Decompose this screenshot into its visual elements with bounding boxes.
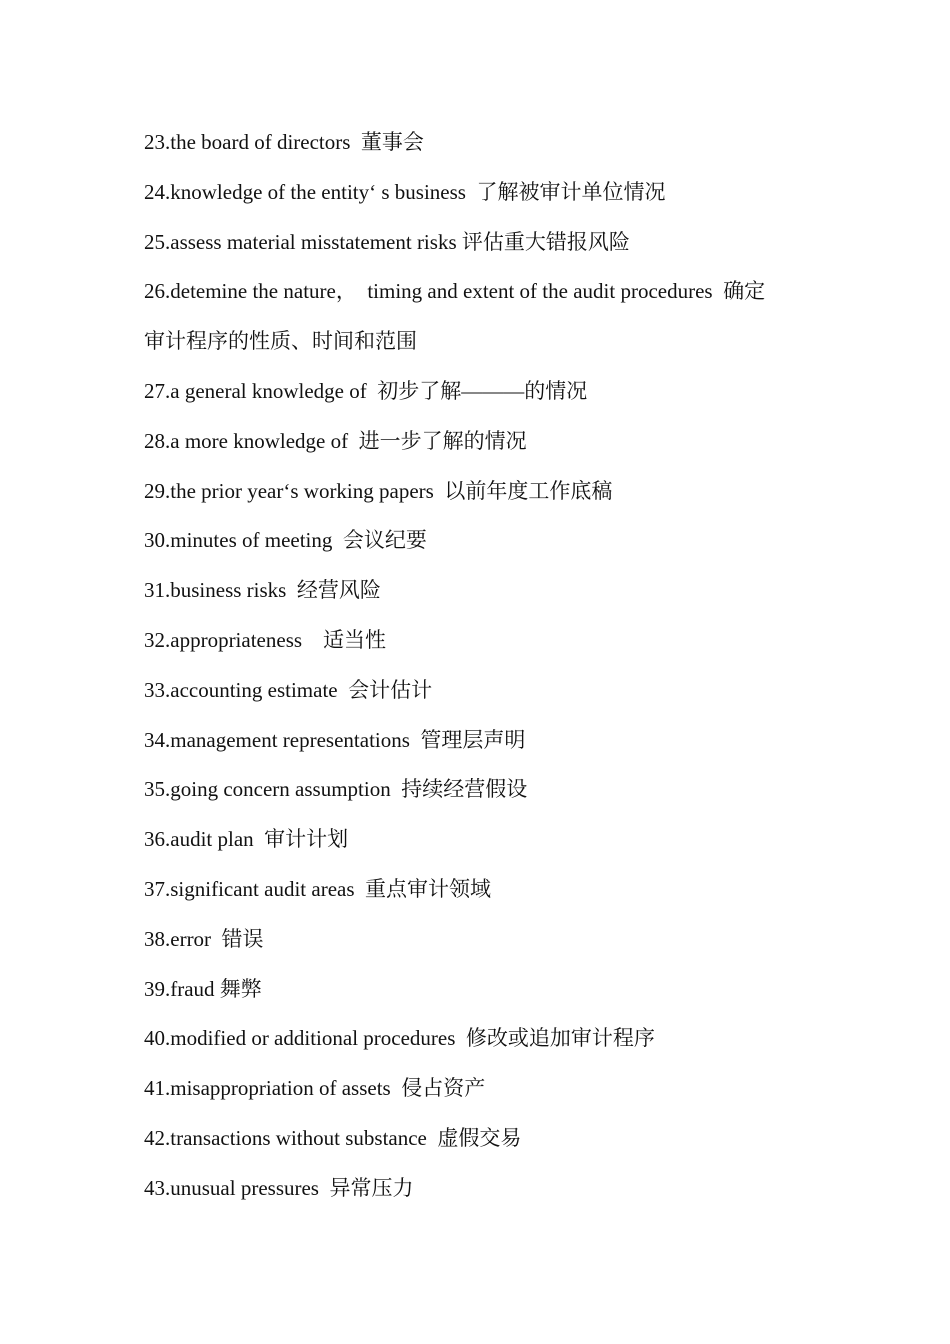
- glossary-list: [144, 118, 824, 1214]
- glossary-entry-25: 25.assess material misstatement risks 评估重大错报风险: [144, 229, 630, 254]
- glossary-entry-35: 35.going concern assumption 持续经营假设: [144, 777, 528, 802]
- glossary-entry-24: 24.knowledge of the entity‘ s business 了解被审计单位情况: [144, 179, 666, 204]
- glossary-entry-33: 33.accounting estimate 会计估计: [144, 677, 433, 702]
- glossary-entry-26: 26.detemine the nature， timing and extent of the audit procedures 确定: [144, 279, 766, 304]
- glossary-entry-28: 28.a more knowledge of 进一步了解的情况: [144, 428, 527, 453]
- glossary-entry-41: 41.misappropriation of assets 侵占资产: [144, 1076, 486, 1101]
- glossary-entry-38: 38.error 错误: [144, 926, 264, 951]
- glossary-entry-40: 40.modified or additional procedures 修改或追加审计程序: [144, 1026, 655, 1051]
- glossary-entry-23: 23.the board of directors 董事会: [144, 130, 424, 154]
- glossary-entry-29: 29.the prior year‘s working papers 以前年度工作底稿: [144, 478, 613, 503]
- glossary-entry-39: 39.fraud 舞弊: [144, 976, 262, 1001]
- glossary-entry-30: 30.minutes of meeting 会议纪要: [144, 528, 427, 553]
- glossary-entry-34: 34.management representations 管理层声明: [144, 727, 526, 752]
- glossary-entry-36: 36.audit plan 审计计划: [144, 827, 349, 852]
- glossary-entry-37: 37.significant audit areas 重点审计领域: [144, 876, 492, 901]
- glossary-entry-32: 32.appropriateness 适当性: [144, 627, 387, 652]
- glossary-entry-27: 27.a general knowledge of 初步了解———的情况: [144, 378, 588, 403]
- glossary-entry-31: 31.business risks 经营风险: [144, 578, 381, 603]
- glossary-entry-26-continuation: 审计程序的性质、时间和范围: [144, 329, 417, 354]
- glossary-entry-42: 42.transactions without substance 虚假交易: [144, 1125, 522, 1150]
- glossary-entry-43: 43.unusual pressures 异常压力: [144, 1175, 414, 1200]
